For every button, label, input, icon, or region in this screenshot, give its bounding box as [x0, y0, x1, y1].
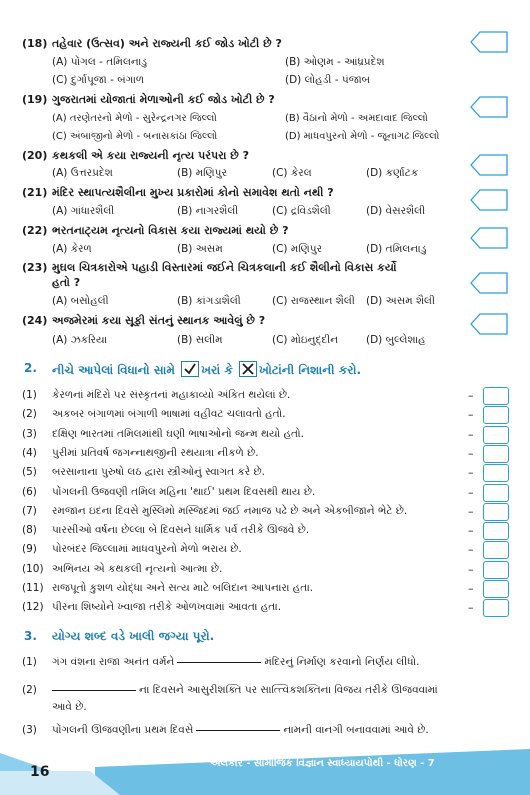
item-text: બરસાનાના પુરુષો લઠ દ્વારા સ્ત્રીઓનું સ્વાગત કરે છે. [52, 466, 266, 479]
option-c: (C) મોઇનુદ્દીન [272, 334, 339, 346]
option-a: (A) ઉત્તરપ્રદેશ [52, 167, 113, 179]
dash-separator: – [468, 485, 474, 499]
item-text: રાજપૂતો કુશળ યોદ્ધા અને સત્ય માટે બલિદાન આપનારા હતા. [52, 582, 314, 594]
dash-separator: – [468, 446, 474, 460]
item-number: (5) [22, 466, 37, 479]
blank-line[interactable] [177, 662, 261, 663]
text-before-blank: ગંગ વંશના રાજા અનંત વર્મને [52, 656, 175, 668]
dash-separator: – [468, 562, 474, 576]
option-a: (A) બસોહલી [52, 295, 109, 307]
option-b: (B) મણિપુર [177, 167, 227, 179]
question-number: (24) [22, 314, 48, 327]
item-number: (7) [22, 504, 37, 517]
answer-pentagon-box[interactable] [470, 227, 508, 249]
text-before-blank: પોંગલની ઊજવણીના પ્રથમ દિવસે [52, 724, 194, 736]
answer-box[interactable] [483, 445, 509, 463]
answer-pentagon-box[interactable] [470, 272, 508, 294]
answer-box[interactable] [483, 541, 509, 559]
section-title: યોગ્ય શબ્દ વડે ખાલી જગ્યા પૂરો. [52, 629, 215, 643]
item-text [52, 683, 438, 698]
item-text [52, 723, 429, 738]
item-text: અભિનય એ કથકલી નૃત્યનો આત્મા છે. [52, 562, 223, 575]
item-number: (2) [22, 684, 37, 696]
option-d: (D) અસમ શૈલી [366, 295, 435, 307]
answer-pentagon-box[interactable] [470, 313, 508, 335]
item-text: પીરના શિષ્યોને ખ્વાજા તરીકે ઓળખવામાં આવતા હતા. [52, 601, 282, 614]
item-number: (6) [22, 485, 37, 498]
answer-box[interactable] [483, 561, 509, 579]
option-c: (C) અંબાજીનો મેળો - બનાસકાંઠા જિલ્લો [52, 131, 218, 142]
item-text: પોરબંદર જિલ્લામાં માધવપુરનો મેળો ભરાય છે. [52, 543, 242, 556]
item-text: અકબર બંગાળમાં બંગાળી ભાષામાં વહીવટ ચલાવતો હતો. [52, 408, 286, 421]
item-number: (12) [22, 601, 44, 614]
question-number: (20) [22, 149, 48, 162]
dash-separator: – [468, 389, 474, 402]
option-a: (A) કેરળ [52, 243, 92, 255]
option-b: (B) સલીમ [177, 334, 223, 346]
option-c: (C) કેરલ [272, 167, 312, 179]
option-c: (C) રાજસ્થાન શૈલી [272, 295, 355, 307]
section-number: 3. [24, 629, 37, 643]
item-text: પુરીમાં પ્રતિવર્ષ જગન્નાથજીની રથયાત્રા નીકળે છે. [52, 446, 259, 459]
option-c: (C) દુર્ગાપૂજા - બંગાળ [52, 74, 145, 86]
footer-title: અલંકાર - સામાજિક વિજ્ઞાન સ્વાધ્યાયપોથી - ધોરણ - 7 [210, 758, 435, 769]
item-number: (1) [22, 656, 37, 668]
option-a: (A) પોંગલ - તમિલનાડુ [52, 56, 148, 68]
option-c: (C) દ્રવિડશૈલી [272, 205, 331, 217]
answer-pentagon-box[interactable] [470, 154, 508, 176]
question-text: અજમેરમાં કયા સૂફી સંતનું સ્થાનક આવેલું છે ? [52, 314, 266, 327]
dash-separator: – [468, 582, 474, 595]
section-title [52, 361, 361, 378]
item-text: રમજાન ઇદના દિવસે મુસ્લિમો મસ્જિદમાં જઈ નમાજ પઢે છે અને એકબીજાને ભેટે છે. [52, 504, 408, 517]
dash-separator: – [468, 601, 474, 615]
question-text: મુઘલ ચિત્રકારોએ પહાડી વિસ્તારમાં જઈને ચિત્રકલાની કઈ શૈલીનો વિકાસ કર્યો [52, 261, 397, 274]
question-text: ગુજરાતમાં યોજાતાં મેળાઓની કઈ જોડ ખોટી છે ? [52, 93, 275, 106]
answer-pentagon-box[interactable] [470, 189, 508, 211]
answer-box[interactable] [483, 580, 509, 598]
dash-separator: – [468, 427, 474, 441]
question-text: મંદિર સ્થાપત્યશૈલીના મુખ્ય પ્રકારોમાં કોનો સમાવેશ થતો નથી ? [52, 186, 334, 199]
item-number: (1) [22, 389, 37, 401]
option-c: (C) મણિપુર [272, 243, 323, 255]
item-text: પારસીઓ વર્ષના છેલ્લા બે દિવસને ધાર્મિક પર્વ તરીકે ઊજવે છે. [52, 524, 310, 537]
question-number: (19) [22, 93, 48, 106]
item-number: (3) [22, 724, 37, 736]
question-text: કથકલી એ કયા રાજ્યની નૃત્ય પરંપરા છે ? [52, 149, 250, 162]
option-d: (D) માધવપુરનો મેળો - જૂનાગઢ જિલ્લો [285, 131, 440, 142]
text-after-blank: ના દિવસને આસુરીશક્તિ પર સાત્ત્વિકશક્તિના વિજય તરીકે ઊજવવામાં [139, 684, 438, 696]
option-b: (B) કાંગડાશૈલી [177, 295, 241, 307]
item-text: કેરળનાં મંદિરો પર સંસ્કૃતનાં મહાકાવ્યો અંકિત થયેલાં છે. [52, 389, 291, 401]
item-text [52, 655, 420, 670]
blank-line[interactable] [52, 690, 136, 691]
question-number: (22) [22, 224, 48, 237]
answer-box[interactable] [483, 406, 509, 424]
answer-box[interactable] [483, 599, 509, 617]
answer-box[interactable] [483, 503, 509, 521]
answer-box[interactable] [483, 387, 509, 405]
dash-separator: – [468, 543, 474, 557]
question-text: ભરતનાટ્યમ નૃત્યનો વિકાસ કયા રાજ્યમાં થયો છે ? [52, 224, 289, 237]
question-number: (18) [22, 37, 48, 50]
question-text-cont: હતો ? [52, 276, 81, 289]
item-number: (9) [22, 543, 37, 556]
text-after-blank: મંદિરનું નિર્માણ કરવાનો નિર્ણય લીધો. [264, 656, 420, 668]
answer-box[interactable] [483, 464, 509, 482]
question-number: (23) [22, 261, 48, 274]
answer-box[interactable] [483, 484, 509, 502]
answer-pentagon-box[interactable] [470, 31, 508, 53]
item-number: (3) [22, 427, 37, 440]
item-text: પોંગલની ઉજવણી તમિલ મહિના 'થાઈ' પ્રથમ દિવસથી થાય છે. [52, 485, 316, 498]
checkmark-icon [181, 361, 199, 377]
section-number: 2. [24, 361, 37, 375]
section-title-part-a: નીચે આપેલાં વિધાનો સામે [52, 363, 175, 377]
option-a: (A) ગાંધારશૈલી [52, 205, 115, 217]
text-after-blank: નામની વાનગી બનાવવામાં આવે છે. [283, 724, 429, 736]
option-b: (B) ઓણમ - આંધ્રપ્રદેશ [285, 56, 385, 68]
item-number: (8) [22, 524, 37, 537]
option-b: (B) વૈઠાનો મેળો - અમદાવાદ જિલ્લો [285, 113, 428, 124]
question-text: તહેવાર (ઉત્સવ) અને રાજ્યની કઈ જોડ ખોટી છે ? [52, 37, 282, 50]
dash-separator: – [468, 524, 474, 538]
blank-line[interactable] [196, 730, 280, 731]
question-number: (21) [22, 186, 48, 199]
option-d: (D) કર્ણાટક [366, 167, 419, 179]
answer-box[interactable] [483, 426, 509, 444]
section-title-part-b: ખરાં કે [201, 363, 233, 377]
item-number: (10) [22, 562, 44, 575]
section-title-part-c: ખોટાંની નિશાની કરો. [259, 363, 361, 377]
dash-separator: – [468, 408, 474, 422]
option-a: (A) ઝકરિયા [52, 334, 108, 346]
footer-band [0, 743, 530, 795]
answer-box[interactable] [483, 522, 509, 540]
item-text-cont: આવે છે. [52, 701, 87, 713]
option-d: (D) બુલ્લેશાહ [366, 334, 426, 346]
option-a: (A) તરણેતરનો મેળો - સુરેન્દ્રનગર જિલ્લો [52, 113, 217, 124]
answer-pentagon-box[interactable] [470, 96, 508, 118]
item-number: (11) [22, 582, 44, 594]
cross-icon [239, 361, 257, 377]
option-d: (D) વેસરશૈલી [366, 205, 426, 217]
item-number: (2) [22, 408, 37, 421]
item-text: દક્ષિણ ભારતમાં તમિલમાંથી ઘણી ભાષાઓનો જન્મ થયો હતો. [52, 427, 304, 440]
page-number: 16 [30, 764, 50, 780]
dash-separator: – [468, 466, 474, 480]
item-number: (4) [22, 446, 37, 459]
dash-separator: – [468, 504, 474, 518]
option-b: (B) અસમ [177, 243, 223, 255]
option-b: (B) નાગરશૈલી [177, 205, 239, 217]
option-d: (D) લોહડી - પંજાબ [285, 74, 371, 86]
option-d: (D) તમિલનાડુ [366, 243, 427, 255]
